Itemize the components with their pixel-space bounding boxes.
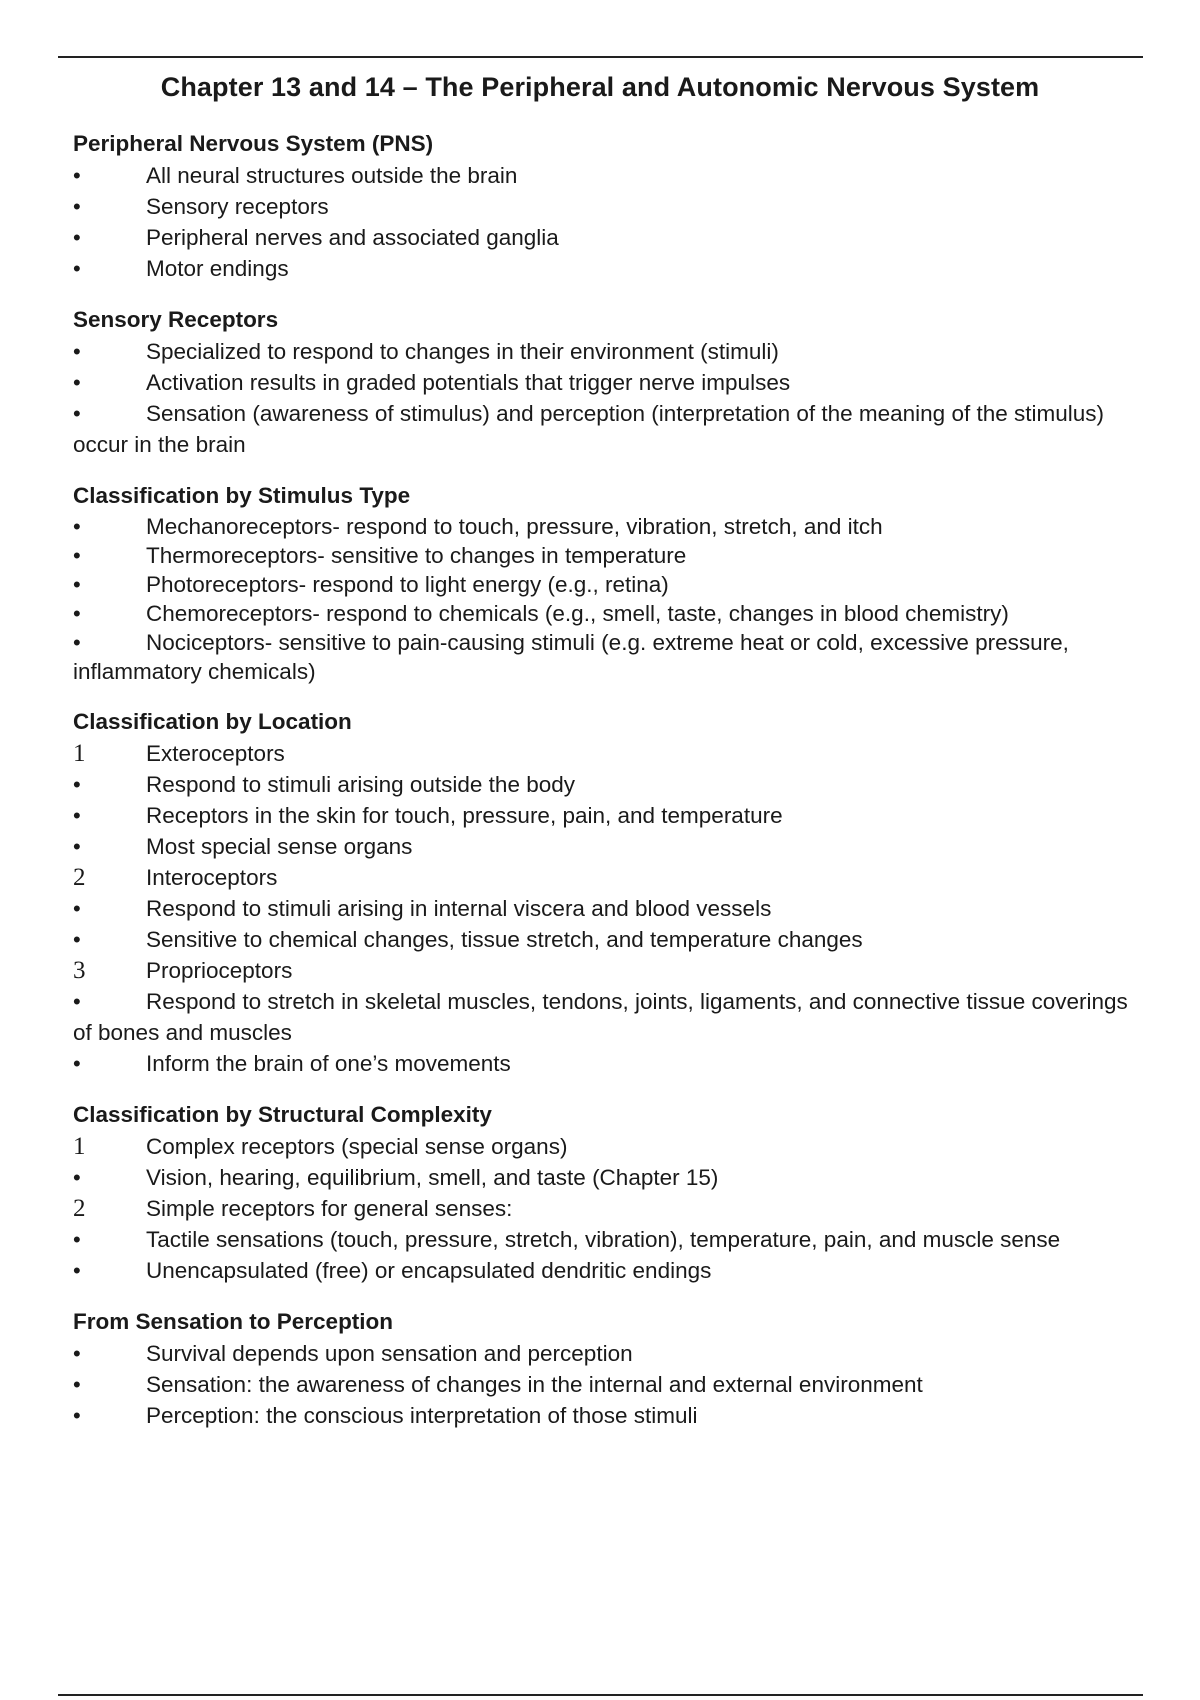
list-item-text: Simple receptors for general senses: bbox=[146, 1196, 513, 1221]
document-body bbox=[73, 128, 1143, 1451]
list-item-text: Sensory receptors bbox=[146, 194, 329, 219]
list-item-text: Photoreceptors- respond to light energy (e.g., retina) bbox=[146, 572, 669, 597]
list-item bbox=[73, 1400, 1143, 1431]
list-item bbox=[73, 541, 1143, 570]
page-title: Chapter 13 and 14 – The Peripheral and Autonomic Nervous System bbox=[160, 72, 1040, 102]
list-item bbox=[73, 191, 1143, 222]
list-item bbox=[73, 1048, 1143, 1079]
list-item-text: Sensitive to chemical changes, tissue stretch, and temperature changes bbox=[146, 927, 863, 952]
bullet-marker: • bbox=[73, 163, 81, 188]
section-heading: Peripheral Nervous System (PNS) bbox=[73, 131, 434, 156]
bullet-marker: • bbox=[73, 896, 81, 921]
list-item bbox=[73, 1162, 1143, 1193]
bullet-marker: • bbox=[73, 1372, 81, 1397]
list-item-text: Tactile sensations (touch, pressure, stretch, vibration), temperature, pain, and muscle sense bbox=[146, 1227, 1061, 1252]
top-rule bbox=[58, 56, 1143, 58]
list-item bbox=[73, 398, 1143, 460]
section bbox=[73, 480, 1143, 686]
section bbox=[73, 304, 1143, 460]
list-number: 1 bbox=[73, 1133, 86, 1160]
list-item bbox=[73, 628, 1143, 686]
bullet-marker: • bbox=[73, 401, 81, 426]
list-item bbox=[73, 1193, 1143, 1224]
list-item bbox=[73, 1369, 1143, 1400]
list-item bbox=[73, 738, 1143, 769]
list-item-text: Most special sense organs bbox=[146, 834, 413, 859]
bullet-marker: • bbox=[73, 1341, 81, 1366]
bullet-marker: • bbox=[73, 1165, 81, 1190]
list-item bbox=[73, 512, 1143, 541]
section-heading: Classification by Structural Complexity bbox=[73, 1102, 492, 1127]
list-item bbox=[73, 831, 1143, 862]
bottom-rule bbox=[58, 1694, 1143, 1696]
list-item-text: Motor endings bbox=[146, 256, 289, 281]
bullet-marker: • bbox=[73, 834, 81, 859]
list-item bbox=[73, 599, 1143, 628]
list-item-text: Specialized to respond to changes in their environment (stimuli) bbox=[146, 339, 779, 364]
list-item bbox=[73, 1255, 1143, 1286]
bullet-marker: • bbox=[73, 1258, 81, 1283]
list-item bbox=[73, 862, 1143, 893]
list-item-text: Nociceptors- sensitive to pain-causing stimuli (e.g. extreme heat or cold, excessive pressure, inflammatory chemicals) bbox=[73, 630, 1069, 684]
bullet-marker: • bbox=[73, 989, 81, 1014]
section-heading: Classification by Stimulus Type bbox=[73, 483, 411, 508]
bullet-marker: • bbox=[73, 572, 81, 597]
bullet-marker: • bbox=[73, 772, 81, 797]
bullet-marker: • bbox=[73, 601, 81, 626]
list-item-text: Interoceptors bbox=[146, 865, 278, 890]
list-item-text: Complex receptors (special sense organs) bbox=[146, 1134, 568, 1159]
list-item bbox=[73, 924, 1143, 955]
list-item bbox=[73, 570, 1143, 599]
section bbox=[73, 706, 1143, 1079]
list-item-text: Sensation: the awareness of changes in the internal and external environment bbox=[146, 1372, 923, 1397]
list-item bbox=[73, 160, 1143, 191]
list-item-text: Receptors in the skin for touch, pressure, pain, and temperature bbox=[146, 803, 783, 828]
bullet-marker: • bbox=[73, 630, 81, 655]
list-item-text: All neural structures outside the brain bbox=[146, 163, 518, 188]
list-item bbox=[73, 800, 1143, 831]
list-item-text: Survival depends upon sensation and perception bbox=[146, 1341, 633, 1366]
list-item bbox=[73, 769, 1143, 800]
section bbox=[73, 128, 1143, 284]
section bbox=[73, 1306, 1143, 1431]
bullet-marker: • bbox=[73, 256, 81, 281]
list-number: 3 bbox=[73, 957, 86, 984]
list-item-text: Respond to stimuli arising in internal viscera and blood vessels bbox=[146, 896, 772, 921]
list-item bbox=[73, 367, 1143, 398]
list-item bbox=[73, 253, 1143, 284]
list-number: 2 bbox=[73, 1195, 86, 1222]
section-heading: From Sensation to Perception bbox=[73, 1309, 394, 1334]
list-item-text: Sensation (awareness of stimulus) and perception (interpretation of the meaning of the stimulus) occur in the brain bbox=[73, 401, 1105, 457]
list-item-text: Unencapsulated (free) or encapsulated dendritic endings bbox=[146, 1258, 712, 1283]
list-item-text: Proprioceptors bbox=[146, 958, 293, 983]
list-number: 2 bbox=[73, 864, 86, 891]
bullet-marker: • bbox=[73, 927, 81, 952]
list-item-text: Peripheral nerves and associated ganglia bbox=[146, 225, 559, 250]
bullet-marker: • bbox=[73, 194, 81, 219]
list-item-text: Thermoreceptors- sensitive to changes in temperature bbox=[146, 543, 687, 568]
bullet-marker: • bbox=[73, 803, 81, 828]
list-item-text: Respond to stretch in skeletal muscles, tendons, joints, ligaments, and connective tissue coverings of bones and muscles bbox=[73, 989, 1128, 1045]
list-item-text: Perception: the conscious interpretation of those stimuli bbox=[146, 1403, 698, 1428]
bullet-marker: • bbox=[73, 339, 81, 364]
section-heading: Sensory Receptors bbox=[73, 307, 279, 332]
list-item-text: Inform the brain of one’s movements bbox=[146, 1051, 511, 1076]
list-item bbox=[73, 222, 1143, 253]
bullet-marker: • bbox=[73, 543, 81, 568]
bullet-marker: • bbox=[73, 1051, 81, 1076]
list-item bbox=[73, 336, 1143, 367]
bullet-marker: • bbox=[73, 1227, 81, 1252]
section bbox=[73, 1099, 1143, 1286]
list-item bbox=[73, 986, 1143, 1048]
bullet-marker: • bbox=[73, 1403, 81, 1428]
list-number: 1 bbox=[73, 740, 86, 767]
list-item bbox=[73, 1131, 1143, 1162]
bullet-marker: • bbox=[73, 514, 81, 539]
list-item-text: Vision, hearing, equilibrium, smell, and taste (Chapter 15) bbox=[146, 1165, 719, 1190]
list-item-text: Chemoreceptors- respond to chemicals (e.g., smell, taste, changes in blood chemistry) bbox=[146, 601, 1009, 626]
list-item-text: Respond to stimuli arising outside the body bbox=[146, 772, 575, 797]
list-item bbox=[73, 893, 1143, 924]
bullet-marker: • bbox=[73, 225, 81, 250]
bullet-marker: • bbox=[73, 370, 81, 395]
list-item-text: Exteroceptors bbox=[146, 741, 285, 766]
list-item bbox=[73, 955, 1143, 986]
list-item-text: Mechanoreceptors- respond to touch, pressure, vibration, stretch, and itch bbox=[146, 514, 883, 539]
list-item bbox=[73, 1338, 1143, 1369]
list-item-text: Activation results in graded potentials that trigger nerve impulses bbox=[146, 370, 791, 395]
list-item bbox=[73, 1224, 1143, 1255]
section-heading: Classification by Location bbox=[73, 709, 352, 734]
